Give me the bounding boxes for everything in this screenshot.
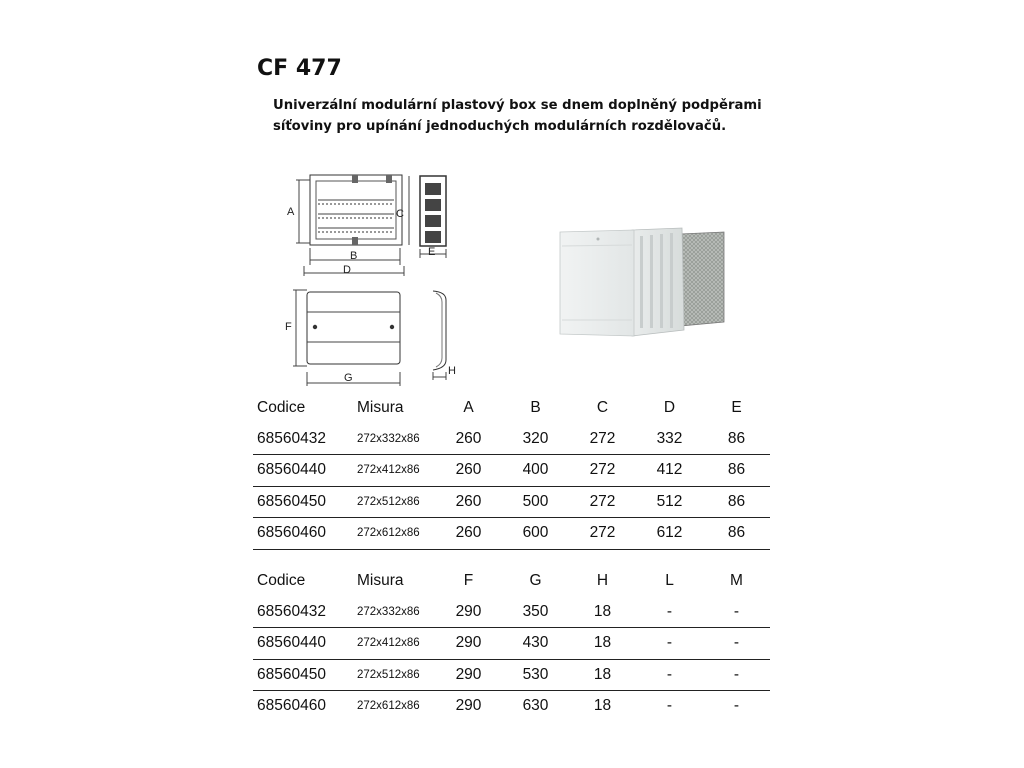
cell-L: - (666, 697, 673, 715)
cell-H: 18 (569, 628, 636, 660)
header-H: H (596, 572, 609, 590)
cell-codice: 68560432 (253, 597, 357, 628)
table-header-row (253, 393, 770, 424)
cell-misura: 272x412x86 (357, 455, 435, 487)
cell-B: 600 (502, 518, 569, 550)
cell-codice: 68560460 (257, 697, 326, 715)
cover-side-view (433, 291, 446, 380)
cell-D: 412 (636, 455, 703, 487)
header-misura: Misura (357, 399, 404, 417)
cell-C: 272 (569, 455, 636, 487)
table-row (253, 424, 770, 455)
cell-B: 400 (502, 455, 569, 487)
label-B: B (350, 250, 358, 262)
cell-misura: 272x512x86 (357, 659, 435, 691)
label-F: F (285, 321, 292, 333)
cell-E: 86 (703, 455, 770, 487)
cell-misura: 272x332x86 (357, 424, 435, 455)
cell-L: - (636, 628, 703, 660)
label-C: C (396, 208, 404, 220)
cell-misura: 272x612x86 (357, 518, 435, 550)
cell-M: - (703, 597, 770, 628)
label-G: G (344, 372, 353, 384)
cell-B: 320 (502, 424, 569, 455)
cell-M: - (733, 697, 740, 715)
cell-F: 290 (455, 697, 482, 715)
cell-F: 290 (435, 597, 502, 628)
header-M: M (730, 572, 743, 590)
cell-A: 260 (435, 455, 502, 487)
cell-codice: 68560460 (253, 518, 357, 550)
cell-G: 530 (502, 659, 569, 691)
table-row (253, 486, 770, 518)
cell-F: 290 (435, 628, 502, 660)
table-row (253, 691, 770, 722)
header-F: F (463, 572, 474, 590)
cell-L: - (636, 597, 703, 628)
table-row (253, 518, 770, 550)
cell-C: 272 (569, 518, 636, 550)
cell-codice: 68560440 (253, 628, 357, 660)
header-G: G (529, 572, 542, 590)
cell-codice: 68560450 (253, 659, 357, 691)
header-codice: Codice (257, 399, 306, 417)
cell-G: 430 (502, 628, 569, 660)
cell-codice: 68560450 (253, 486, 357, 518)
product-description (273, 95, 773, 137)
cell-A: 260 (435, 518, 502, 550)
cell-E: 86 (703, 486, 770, 518)
cell-H: 18 (569, 659, 636, 691)
cell-E: 86 (703, 424, 770, 455)
cell-A: 260 (435, 486, 502, 518)
cell-D: 612 (636, 518, 703, 550)
cell-H: 18 (569, 597, 636, 628)
header-D: D (663, 399, 676, 417)
description-line-1: Univerzální modulární plastový box se dnem doplněný podpěrami (273, 98, 762, 113)
header-L: L (665, 572, 674, 590)
cell-L: - (636, 659, 703, 691)
table-row (253, 597, 770, 628)
cell-A: 260 (435, 424, 502, 455)
cell-E: 86 (703, 518, 770, 550)
table-row (253, 455, 770, 487)
table-row (253, 659, 770, 691)
table-header-row (253, 566, 770, 597)
cell-D: 332 (636, 424, 703, 455)
cell-G: 350 (502, 597, 569, 628)
header-misura: Misura (357, 572, 404, 590)
product-photo (552, 222, 732, 342)
cell-codice: 68560440 (253, 455, 357, 487)
cell-B: 500 (502, 486, 569, 518)
dimensions-table-2 (253, 566, 770, 722)
header-E: E (731, 399, 742, 417)
cell-misura: 272x512x86 (357, 486, 435, 518)
cell-misura: 272x332x86 (357, 597, 435, 628)
cell-M: - (703, 628, 770, 660)
cell-D: 512 (636, 486, 703, 518)
label-A: A (287, 206, 295, 218)
cell-M: - (703, 659, 770, 691)
cell-misura: 272x412x86 (357, 628, 435, 660)
label-H: H (448, 365, 456, 377)
technical-drawing (280, 170, 480, 390)
cell-F: 290 (435, 659, 502, 691)
cell-C: 272 (569, 486, 636, 518)
header-codice: Codice (257, 572, 306, 590)
label-E: E (428, 246, 436, 258)
product-title: CF 477 (257, 56, 342, 81)
cell-G: 630 (522, 697, 549, 715)
header-B: B (530, 399, 541, 417)
description-line-2: síťoviny pro upínání jednoduchých modulárních rozdělovačů. (273, 119, 727, 134)
table-row (253, 628, 770, 660)
cell-H: 18 (593, 697, 612, 715)
header-A: A (463, 399, 474, 417)
header-C: C (596, 399, 609, 417)
cell-C: 272 (569, 424, 636, 455)
label-D: D (343, 264, 351, 276)
dimensions-table-1 (253, 393, 770, 550)
cell-misura: 272x612x86 (357, 700, 420, 713)
cell-codice: 68560432 (253, 424, 357, 455)
